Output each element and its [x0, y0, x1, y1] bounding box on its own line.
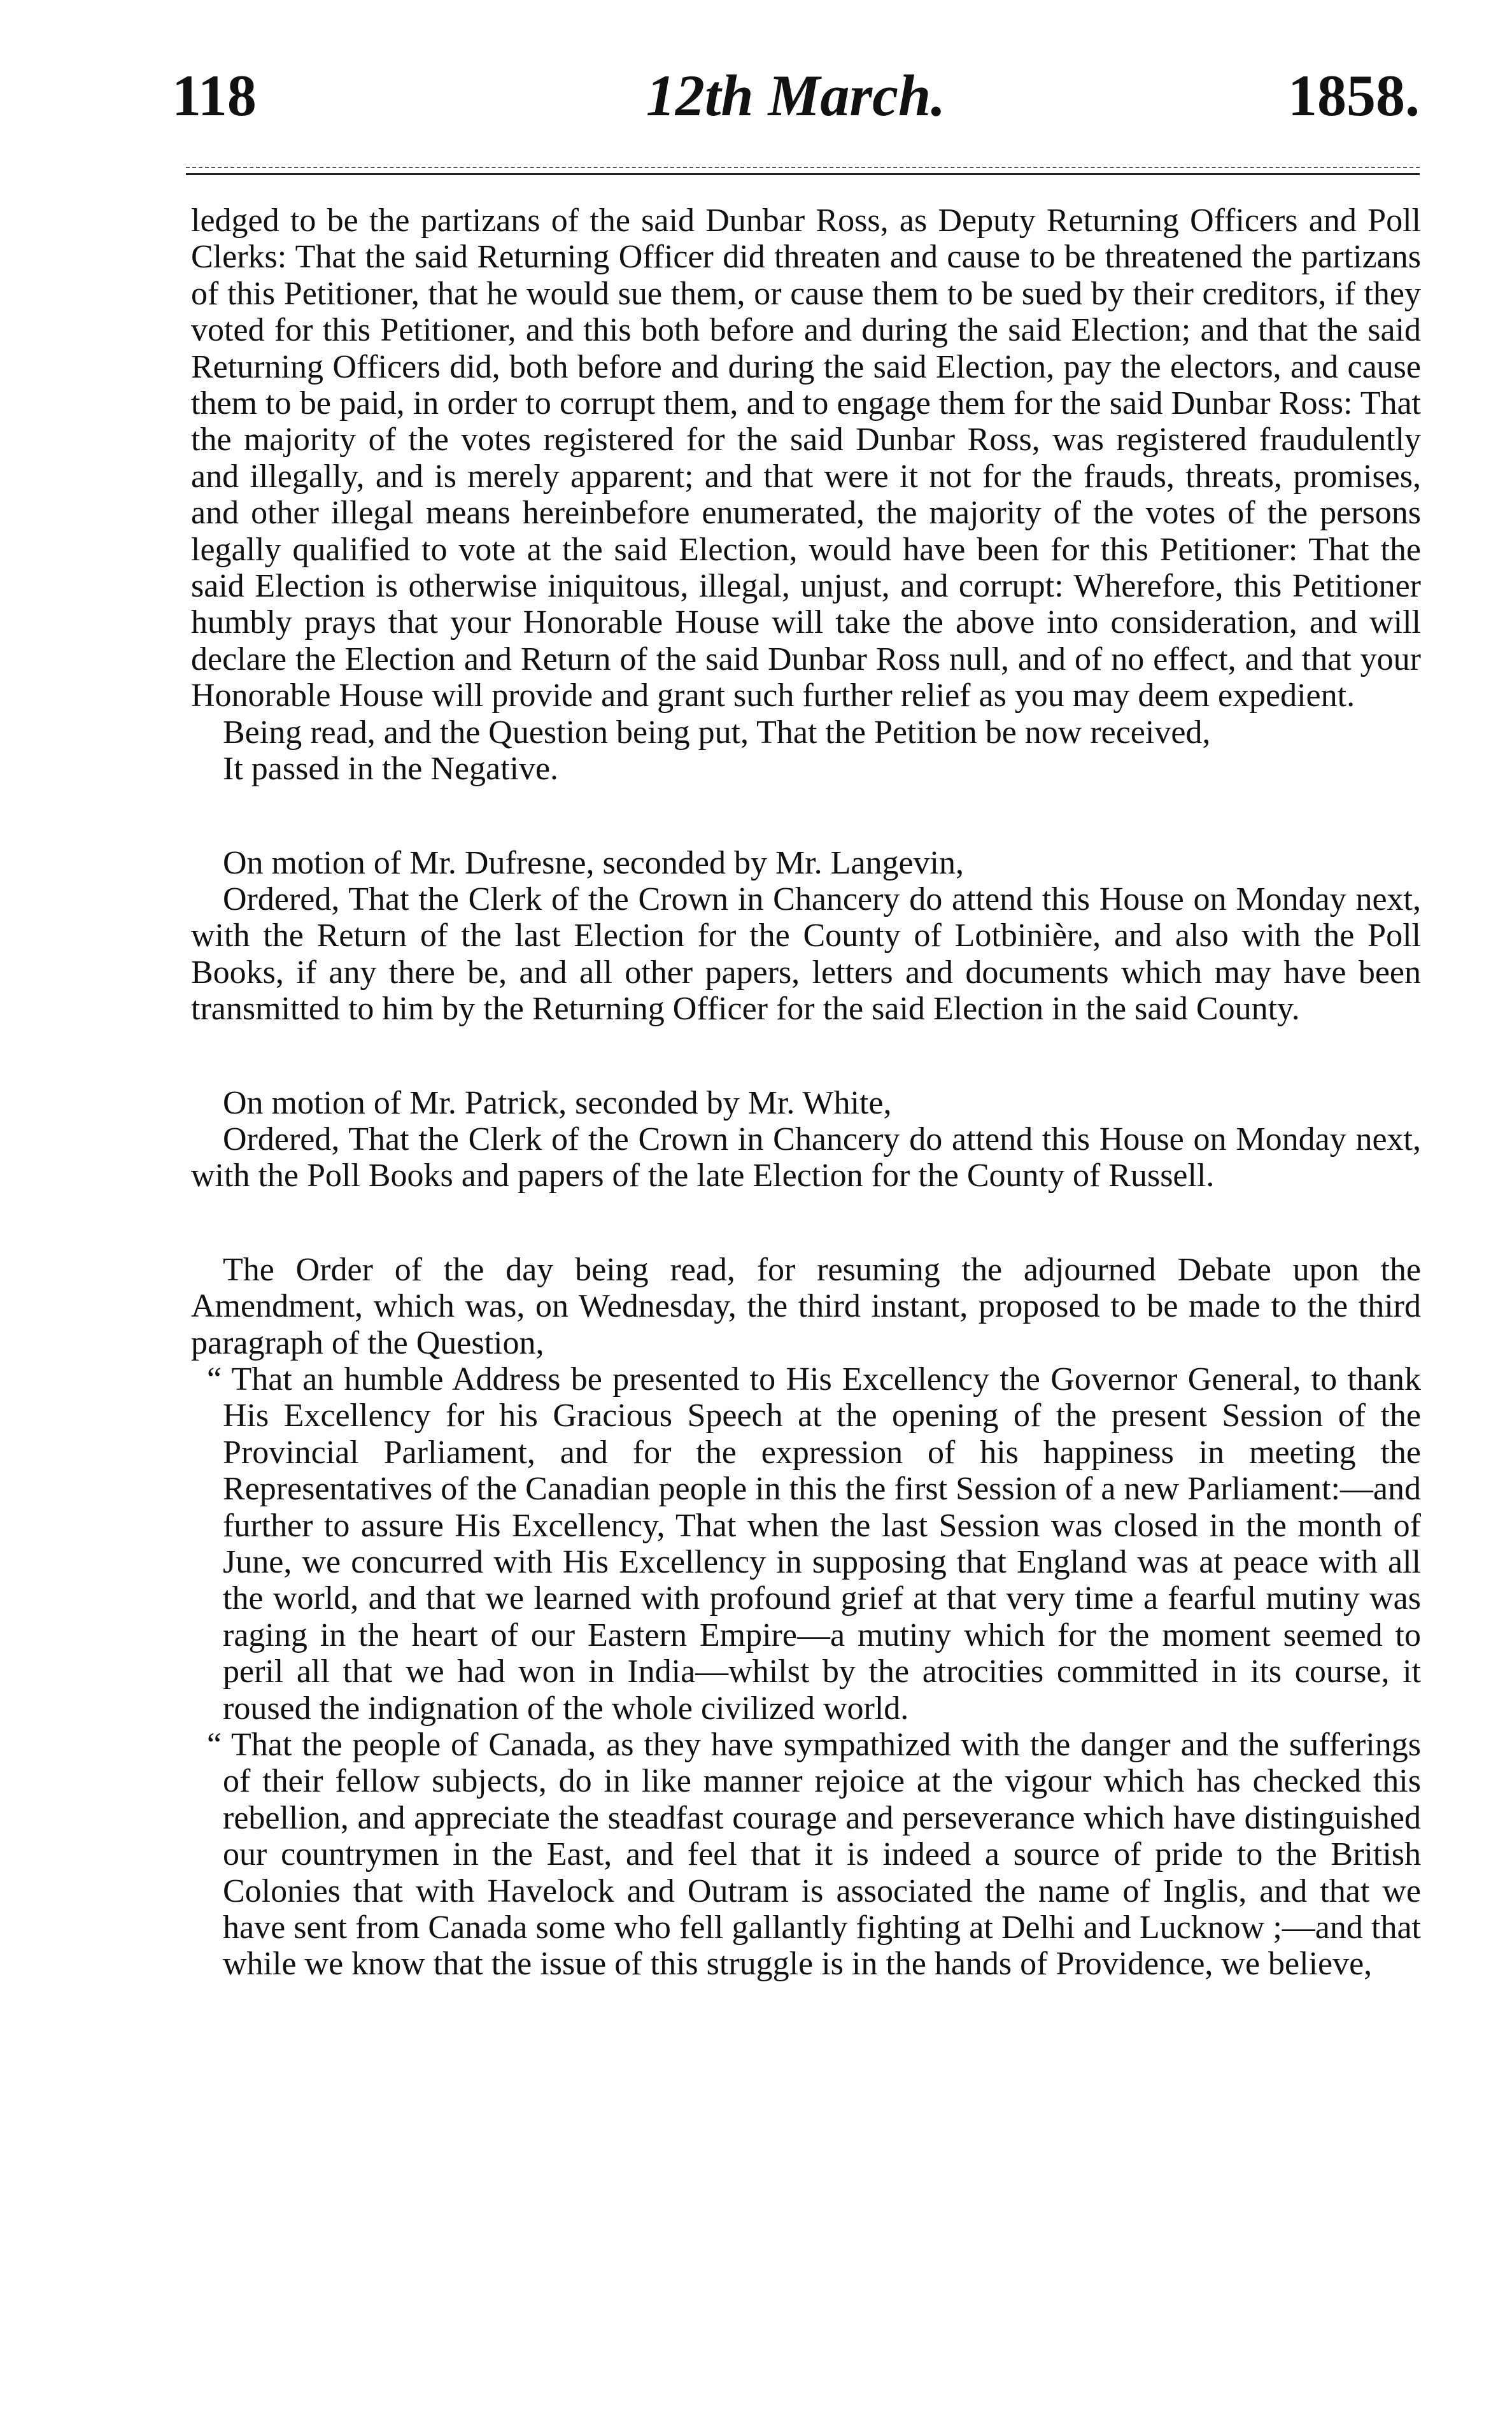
header-rule-dashed [186, 167, 1420, 168]
motion-dufresne: On motion of Mr. Dufresne, seconded by Mr. Langevin, [223, 844, 964, 881]
petition-question: Being read, and the Question being put, That the Petition be now received, [223, 714, 1211, 751]
running-header [172, 60, 1420, 131]
petition-continuation: ledged to be the partizans of the said Dunbar Ross, as Deputy Returning Officers and Poll Clerks: That the said Returning Officer did threaten and cause to be threatened the partizans of this Petitioner, that he would sue them, or cause them to be sued by their creditors, if they voted for this Petitioner, and this both before and during the said Election; and that the said Returning Officers did, both before and during the said Election, pay the electors, and cause them to be paid, in order to corrupt them, and to engage them for the said Dunbar Ross: That the majority of the votes registered for the said Dunbar Ross, was registered fraudulently and illegally, and is merely apparent; and that were it not for the frauds, threats, promises, and other illegal means hereinbefore enumerated, the majority of the votes of the persons legally qualified to vote at the said Election, would have been for this Petitioner: That the said Election is otherwise iniquitous, illegal, unjust, and corrupt: Wherefore, this Petitioner humbly prays that your Honorable House will take the above into consideration, and will declare the Election and Return of the said Dunbar Ross null, and of no effect, and that your Honorable House will provide and grant such further relief as you may deem expedient. [191, 202, 1421, 714]
header-year: 1858. [1288, 63, 1420, 128]
order-lotbiniere: Ordered, That the Clerk of the Crown in Chancery do attend this House on Monday next, with the Return of the last Election for the County of Lotbinière, and also with the Poll Books, if any there be, and all other papers, letters and documents which may have been transmitted to him by the Returning Officer for the said Election in the said County. [191, 881, 1421, 1028]
petition-result: It passed in the Negative. [223, 751, 559, 788]
page-number: 118 [172, 63, 257, 128]
address-quote-1: “ That an humble Address be presented to His Excellency the Governor General, to thank His Excellency for his Gracious Speech at the opening of the present Session of the Provincial Parliament, and for the expression of his happiness in meeting the Representatives of the Canadian people in this the first Session of a new Parliament:—and further to assure His Excellency, That when the last Session was closed in the month of June, we concurred with His Excellency in supposing that England was at peace with all the world, and that we learned with profound grief at that very time a fearful mutiny was raging in the heart of our Eastern Empire—a mutiny which for the moment seemed to peril all that we had won in India—whilst by the atrocities committed in its course, it roused the indignation of the whole civilized world. [207, 1361, 1421, 1727]
address-quote-2: “ That the people of Canada, as they have sympathized with the danger and the sufferings of their fellow subjects, do in like manner rejoice at the vigour which has checked this rebellion, and appreciate the steadfast courage and perseverance which have distinguished our countrymen in the East, and feel that it is indeed a source of pride to the British Colonies that with Havelock and Outram is associated the name of Inglis, and that we have sent from Canada some who fell gallantly fighting at Delhi and Lucknow ;—and that while we know that the issue of this struggle is in the hands of Providence, we believe, [207, 1727, 1421, 1983]
order-russell: Ordered, That the Clerk of the Crown in Chancery do attend this House on Monday next, with the Poll Books and papers of the late Election for the County of Russell. [191, 1121, 1421, 1194]
header-rule [186, 173, 1420, 175]
motion-patrick: On motion of Mr. Patrick, seconded by Mr. White, [223, 1084, 892, 1121]
header-date: 12th March. [646, 63, 946, 128]
page-body [191, 202, 1421, 1983]
order-of-the-day: The Order of the day being read, for resuming the adjourned Debate upon the Amendment, which was, on Wednesday, the third instant, proposed to be made to the third paragraph of the Question, [191, 1251, 1421, 1361]
